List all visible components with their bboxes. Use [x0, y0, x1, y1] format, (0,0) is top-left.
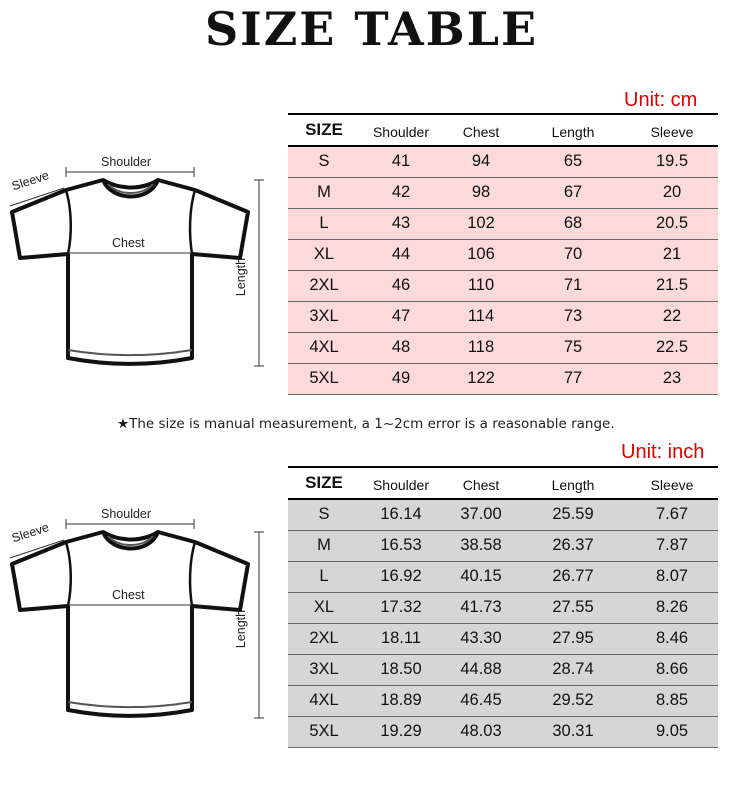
header-chest: Chest — [462, 124, 500, 140]
cell-sleeve: 7.67 — [626, 499, 718, 530]
cell-shoulder: 49 — [360, 363, 442, 394]
cell-shoulder: 46 — [360, 270, 442, 301]
cell-length: 30.31 — [520, 716, 626, 747]
cell-size: XL — [288, 239, 360, 270]
cell-shoulder: 43 — [360, 208, 442, 239]
table-row — [288, 270, 718, 301]
diagram-label-length: Length — [234, 257, 248, 297]
page-title: SIZE TABLE — [204, 2, 539, 56]
cell-shoulder: 18.89 — [360, 685, 442, 716]
table-row — [288, 561, 718, 592]
header-length: Length — [551, 124, 595, 140]
cell-size: L — [288, 208, 360, 239]
cell-chest: 41.73 — [442, 592, 520, 623]
unit-label-cm: Unit: cm — [624, 89, 698, 111]
size-table-cm — [288, 113, 718, 395]
table-header-row — [288, 114, 718, 146]
header-chest: Chest — [462, 477, 500, 493]
cell-chest: 106 — [442, 239, 520, 270]
cell-sleeve: 20 — [626, 177, 718, 208]
cell-sleeve: 20.5 — [626, 208, 718, 239]
table-row — [288, 716, 718, 747]
cell-chest: 48.03 — [442, 716, 520, 747]
table-row — [288, 499, 718, 530]
cell-size: L — [288, 561, 360, 592]
table-row — [288, 530, 718, 561]
cell-size: M — [288, 177, 360, 208]
cell-length: 70 — [520, 239, 626, 270]
table-row — [288, 146, 718, 177]
cell-chest: 110 — [442, 270, 520, 301]
header-sleeve: Sleeve — [650, 124, 694, 140]
cell-chest: 122 — [442, 363, 520, 394]
cell-size: 5XL — [288, 363, 360, 394]
cell-size: 5XL — [288, 716, 360, 747]
header-length: Length — [551, 477, 595, 493]
cell-length: 27.55 — [520, 592, 626, 623]
measurement-note: ★The size is manual measurement, a 1~2cm error is a reasonable range. — [117, 416, 615, 432]
cell-sleeve: 8.66 — [626, 654, 718, 685]
diagram-label-chest: Chest — [112, 236, 145, 250]
cell-size: S — [288, 499, 360, 530]
cell-size: 2XL — [288, 270, 360, 301]
cell-sleeve: 22.5 — [626, 332, 718, 363]
cell-length: 71 — [520, 270, 626, 301]
table-row — [288, 623, 718, 654]
table-row — [288, 592, 718, 623]
cell-length: 68 — [520, 208, 626, 239]
cell-chest: 114 — [442, 301, 520, 332]
header-sleeve: Sleeve — [650, 477, 694, 493]
cell-shoulder: 48 — [360, 332, 442, 363]
cell-sleeve: 7.87 — [626, 530, 718, 561]
cell-length: 27.95 — [520, 623, 626, 654]
diagram-label-shoulder: Shoulder — [101, 507, 152, 521]
cell-length: 26.77 — [520, 561, 626, 592]
cell-shoulder: 16.14 — [360, 499, 442, 530]
table-row — [288, 177, 718, 208]
table-header-row — [288, 467, 718, 499]
cell-chest: 37.00 — [442, 499, 520, 530]
cell-shoulder: 47 — [360, 301, 442, 332]
diagram-label-sleeve: Sleeve — [10, 168, 51, 194]
cell-chest: 102 — [442, 208, 520, 239]
table-row — [288, 654, 718, 685]
cell-shoulder: 16.92 — [360, 561, 442, 592]
diagram-label-chest: Chest — [112, 588, 145, 602]
cell-shoulder: 16.53 — [360, 530, 442, 561]
cell-shoulder: 42 — [360, 177, 442, 208]
table-row — [288, 363, 718, 394]
cell-length: 28.74 — [520, 654, 626, 685]
header-size: SIZE — [305, 473, 343, 492]
cell-shoulder: 44 — [360, 239, 442, 270]
unit-label-inch: Unit: inch — [621, 441, 705, 463]
cell-chest: 43.30 — [442, 623, 520, 654]
cell-shoulder: 41 — [360, 146, 442, 177]
cell-length: 25.59 — [520, 499, 626, 530]
cell-shoulder: 19.29 — [360, 716, 442, 747]
cell-sleeve: 23 — [626, 363, 718, 394]
cell-size: 3XL — [288, 654, 360, 685]
cell-length: 73 — [520, 301, 626, 332]
table-row — [288, 685, 718, 716]
diagram-label-length: Length — [234, 609, 248, 649]
cell-length: 29.52 — [520, 685, 626, 716]
cell-length: 67 — [520, 177, 626, 208]
cell-sleeve: 9.05 — [626, 716, 718, 747]
cell-size: 4XL — [288, 685, 360, 716]
header-shoulder: Shoulder — [372, 124, 430, 140]
cell-chest: 44.88 — [442, 654, 520, 685]
diagram-label-shoulder: Shoulder — [101, 155, 152, 169]
tshirt-diagram-cm — [0, 150, 280, 380]
cell-chest: 40.15 — [442, 561, 520, 592]
cell-sleeve: 21 — [626, 239, 718, 270]
cell-sleeve: 8.07 — [626, 561, 718, 592]
cell-length: 77 — [520, 363, 626, 394]
cell-shoulder: 17.32 — [360, 592, 442, 623]
table-row — [288, 301, 718, 332]
table-row — [288, 208, 718, 239]
header-size: SIZE — [305, 120, 343, 139]
cell-size: M — [288, 530, 360, 561]
table-row — [288, 239, 718, 270]
cell-size: XL — [288, 592, 360, 623]
cell-sleeve: 22 — [626, 301, 718, 332]
cell-chest: 46.45 — [442, 685, 520, 716]
cell-chest: 98 — [442, 177, 520, 208]
table-row — [288, 332, 718, 363]
cell-sleeve: 8.26 — [626, 592, 718, 623]
cell-chest: 94 — [442, 146, 520, 177]
cell-size: 4XL — [288, 332, 360, 363]
diagram-label-sleeve: Sleeve — [10, 520, 51, 546]
cell-chest: 118 — [442, 332, 520, 363]
cell-sleeve: 8.85 — [626, 685, 718, 716]
cell-length: 65 — [520, 146, 626, 177]
cell-sleeve: 21.5 — [626, 270, 718, 301]
size-table-inch — [288, 466, 718, 748]
cell-sleeve: 19.5 — [626, 146, 718, 177]
cell-length: 26.37 — [520, 530, 626, 561]
cell-shoulder: 18.50 — [360, 654, 442, 685]
cell-shoulder: 18.11 — [360, 623, 442, 654]
cell-size: 3XL — [288, 301, 360, 332]
tshirt-diagram-inch — [0, 502, 280, 732]
cell-size: S — [288, 146, 360, 177]
cell-size: 2XL — [288, 623, 360, 654]
header-shoulder: Shoulder — [372, 477, 430, 493]
cell-chest: 38.58 — [442, 530, 520, 561]
cell-length: 75 — [520, 332, 626, 363]
cell-sleeve: 8.46 — [626, 623, 718, 654]
